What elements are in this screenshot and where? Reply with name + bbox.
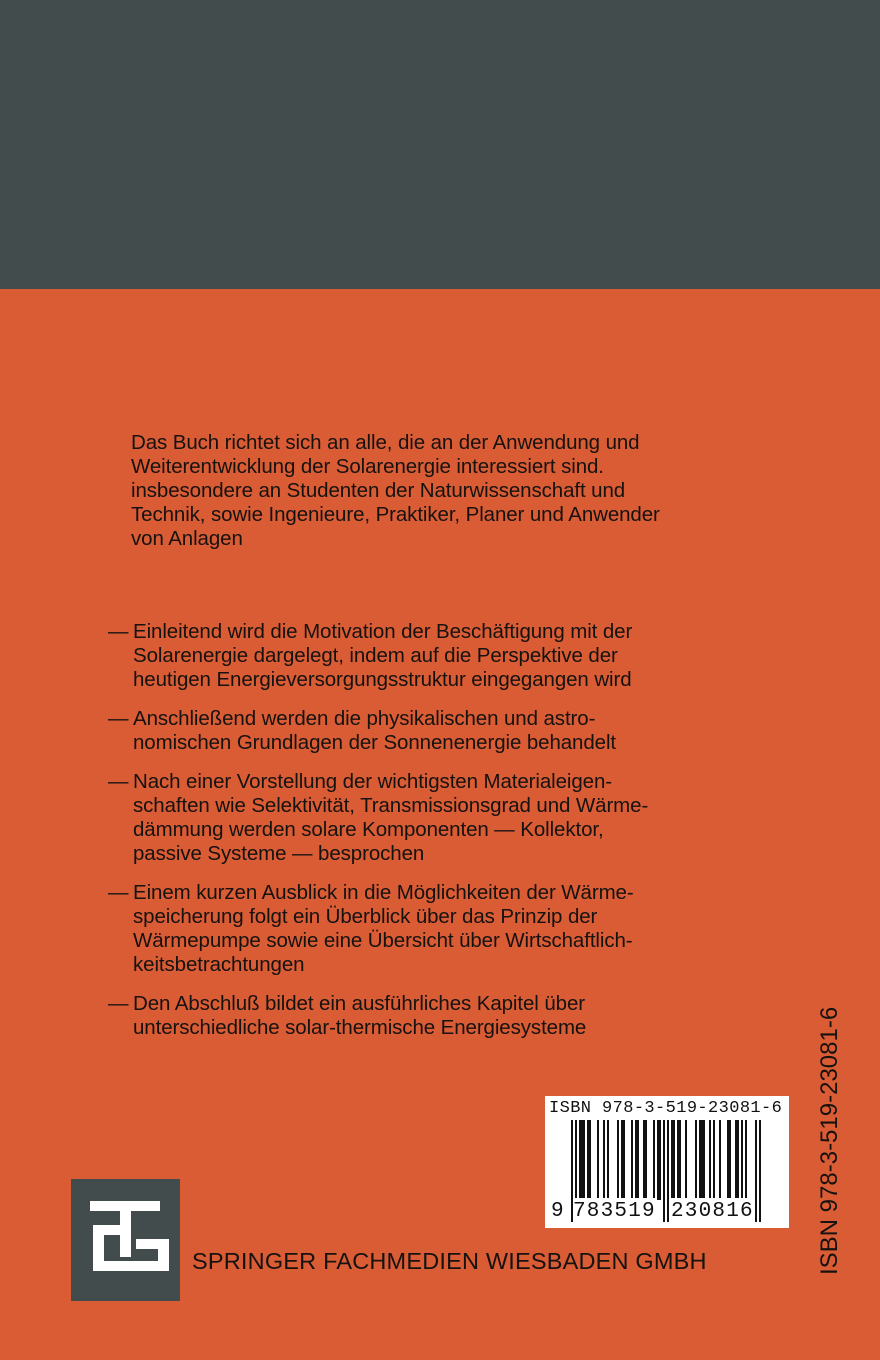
barcode-bar	[745, 1120, 747, 1200]
barcode-bar	[597, 1120, 599, 1200]
bullet-line: Einem kurzen Ausblick in die Möglichkeiten der Wärme-	[133, 881, 634, 904]
bullet-dash: —	[108, 770, 129, 793]
barcode-bar	[623, 1120, 625, 1200]
barcode-bar	[701, 1120, 703, 1200]
bullet-line: passive Systeme — besprochen	[133, 842, 425, 865]
barcode-bar	[645, 1120, 647, 1200]
barcode-bar	[621, 1120, 623, 1200]
barcode-bar	[581, 1120, 583, 1200]
barcode-bar	[713, 1120, 715, 1200]
barcode-bar	[703, 1120, 705, 1200]
barcode-bar	[579, 1120, 581, 1200]
intro-line: Das Buch richtet sich an alle, die an der Anwendung und	[131, 431, 640, 454]
barcode-bar	[637, 1120, 639, 1200]
barcode-bar	[673, 1120, 675, 1200]
bullet-line: dämmung werden solare Komponenten — Kollektor,	[133, 818, 604, 841]
bullet-line: nomischen Grundlagen der Sonnenenergie behandelt	[133, 731, 617, 754]
barcode-bar	[631, 1120, 633, 1200]
bullet-item	[108, 992, 808, 1040]
bullet-item	[108, 881, 808, 977]
barcode-left-digits: 783519	[573, 1198, 656, 1226]
bullet-dash: —	[108, 707, 129, 730]
barcode-bar	[635, 1120, 637, 1200]
bullet-line: Anschließend werden die physikalischen und astro-	[133, 707, 596, 730]
bullet-line: unterschiedliche solar-thermische Energiesysteme	[133, 1016, 587, 1039]
bullet-line: Wärmepumpe sowie eine Übersicht über Wirtschaftlich-	[133, 929, 633, 952]
intro-paragraph	[131, 431, 811, 551]
bullet-line: Nach einer Vorstellung der wichtigsten Materialeigen-	[133, 770, 612, 793]
barcode-bar	[685, 1120, 687, 1200]
bullet-item	[108, 770, 808, 866]
barcode-bar	[587, 1120, 589, 1200]
bullet-dash: —	[108, 992, 129, 1015]
barcode-bar	[719, 1120, 721, 1200]
publisher-name: SPRINGER FACHMEDIEN WIESBADEN GMBH	[192, 1248, 707, 1274]
barcode-bar	[737, 1120, 739, 1200]
barcode-bar	[699, 1120, 701, 1200]
barcode-bar	[735, 1120, 737, 1200]
barcode-first-digit: 9	[551, 1198, 564, 1226]
barcode-bar	[583, 1120, 585, 1200]
top-color-band	[0, 0, 880, 289]
bullet-item	[108, 620, 808, 692]
intro-line: von Anlagen	[131, 527, 243, 550]
barcode-bar	[727, 1120, 729, 1200]
bullet-line: keitsbetrachtungen	[133, 953, 305, 976]
spine-isbn: ISBN 978-3-519-23081-6	[816, 1006, 843, 1275]
bullet-line: schaften wie Selektivität, Transmissionsgrad und Wärme-	[133, 794, 649, 817]
bullet-line: speicherung folgt ein Überblick über das Prinzip der	[133, 905, 598, 928]
barcode-bar	[677, 1120, 679, 1200]
barcode-bar	[729, 1120, 731, 1200]
barcode-bar	[643, 1120, 645, 1200]
content-bullet-list	[108, 620, 808, 1055]
intro-line: Weiterentwicklung der Solarenergie interessiert sind.	[131, 455, 604, 478]
barcode-digits	[545, 1198, 789, 1226]
teubner-logo-icon	[71, 1179, 180, 1301]
barcode-bar	[679, 1120, 681, 1200]
bullet-item	[108, 707, 808, 755]
barcode-bar	[695, 1120, 697, 1200]
barcode-bar	[659, 1120, 661, 1200]
publisher-logo	[71, 1179, 180, 1301]
barcode-bar	[603, 1120, 605, 1200]
bullet-line: Solarenergie dargelegt, indem auf die Perspektive der	[133, 644, 618, 667]
barcode-isbn-text: ISBN 978-3-519-23081-6	[549, 1099, 783, 1118]
bullet-line: heutigen Energieversorgungsstruktur eingegangen wird	[133, 668, 632, 691]
bullet-dash: —	[108, 620, 129, 643]
barcode-label	[545, 1096, 789, 1228]
barcode-bar	[607, 1120, 609, 1200]
barcode-bar	[589, 1120, 591, 1200]
intro-line: Technik, sowie Ingenieure, Praktiker, Planer und Anwender	[131, 503, 660, 526]
barcode-bar	[709, 1120, 711, 1200]
barcode-bar	[657, 1120, 659, 1200]
barcode-bar	[741, 1120, 743, 1200]
barcode-bar	[653, 1120, 655, 1200]
barcode-bar	[671, 1120, 673, 1200]
barcode-bar	[617, 1120, 619, 1200]
bullet-line: Den Abschluß bildet ein ausführliches Kapitel über	[133, 992, 585, 1015]
intro-line: insbesondere an Studenten der Naturwissenschaft und	[131, 479, 626, 502]
bullet-line: Einleitend wird die Motivation der Beschäftigung mit der	[133, 620, 633, 643]
bullet-dash: —	[108, 881, 129, 904]
barcode-right-digits: 230816	[671, 1198, 754, 1226]
